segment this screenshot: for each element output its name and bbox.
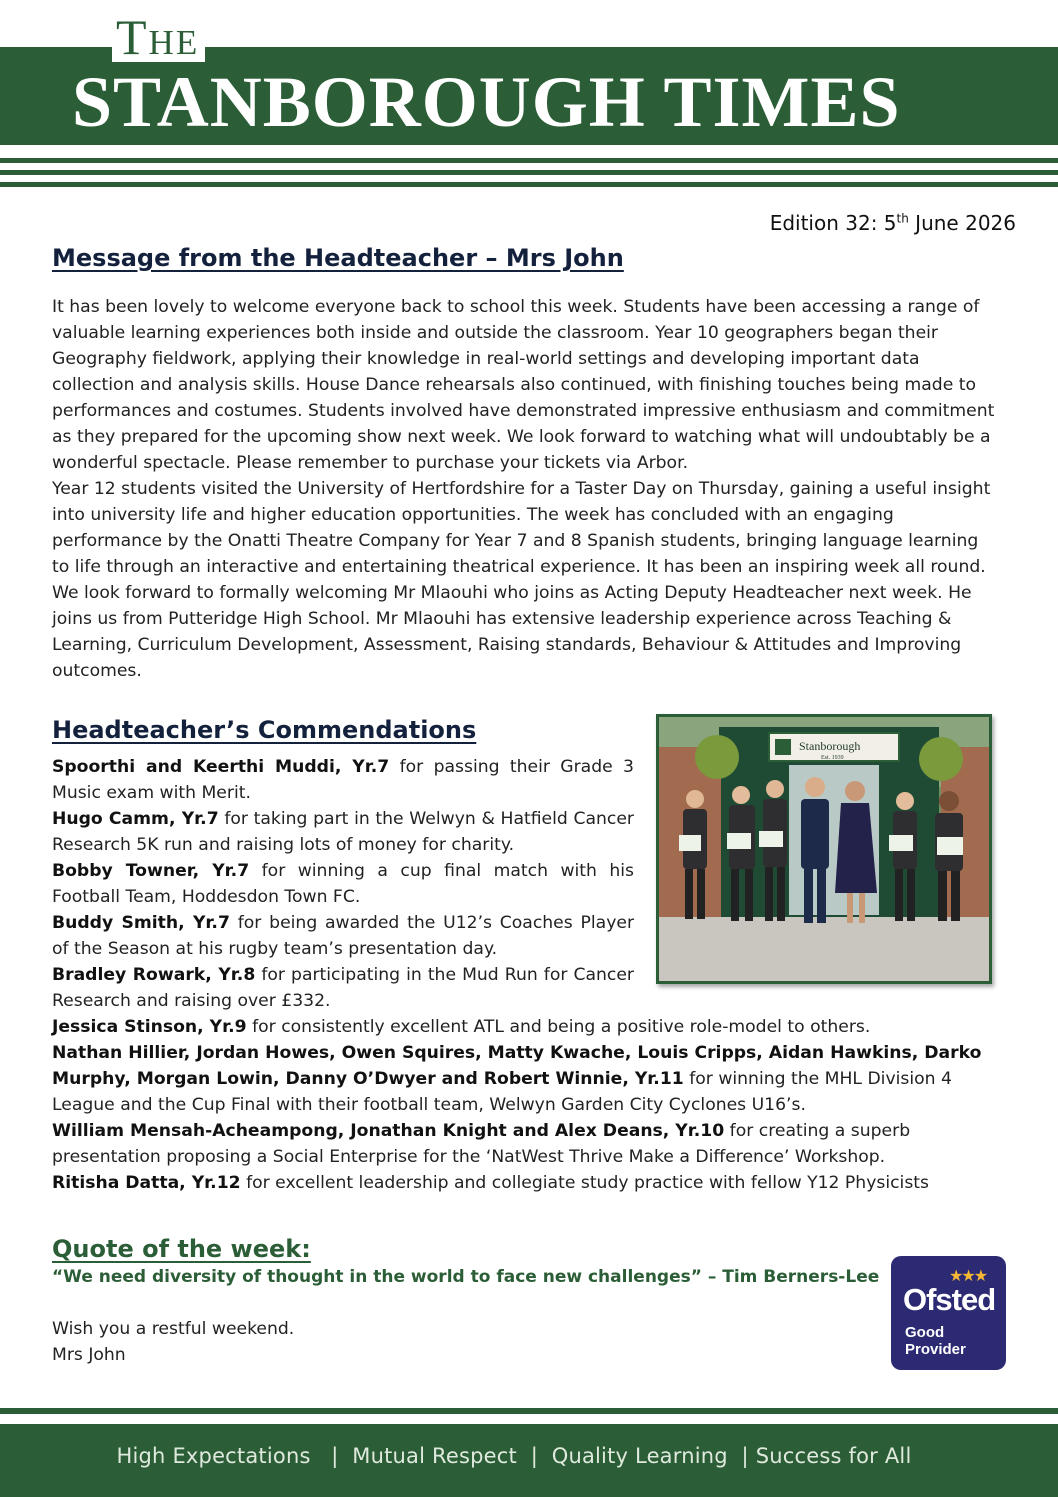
signoff [52,1316,998,1368]
commendation-item [52,858,634,910]
message-paragraph: It has been lovely to welcome everyone back to school this week. Students have been accessing a range of valuable learning experiences both inside and outside the classroom. Year 10 geographers began their Geography fieldwork, applying their knowledge in real-world settings and developing important data collection and analysis skills. House Dance rehearsals also continued, with finishing touches being made to performances and costumes. Students involved have demonstrated impressive enthusiasm and commitment as they prepared for the upcoming show next week. We look forward to watching what will undoubtably be a wonderful spectacle. Please remember to purchase your tickets via Arbor. [52,297,995,473]
masthead-title: STANBOROUGH TIMES [72,62,901,142]
quote-section [52,1234,998,1290]
commendation-reason: for winning the MHL Division 4 League and the Cup Final with their football team, Welwyn Garden City Cyclones U16’s. [52,1069,952,1115]
commendation-name: Bobby Towner, Yr.7 [52,861,250,881]
commendation-item [52,1118,998,1170]
footer-values: High Expectations | Mutual Respect | Quality Learning | Success for All [116,1444,912,1468]
commendation-reason: for creating a superb presentation proposing a Social Enterprise for the ‘NatWest Thrive Make a Difference’ Workshop. [52,1121,911,1167]
commendation-name: Nathan Hillier, Jordan Howes, Owen Squires, Matty Kwache, Louis Cripps, Aidan Hawkins, Darko Murphy, Morgan Lowin, Danny O’Dwyer and Robert Winnie, Yr.11 [52,1043,982,1089]
commendation-name: Jessica Stinson, Yr.9 [52,1017,247,1037]
commendations-heading: Headteacher’s Commendations [52,716,477,744]
commendations-section [52,714,998,1196]
edition-date: Edition 32: 5th June 2026 [769,211,1016,235]
quote-heading: Quote of the week: [52,1235,311,1263]
message-paragraph: Year 12 students visited the University of Hertfordshire for a Taster Day on Thursday, gaining a useful insight into university life and higher education opportunities. The week has concluded with an engaging performance by the Onatti Theatre Company for Year 7 and 8 Spanish students, bringing language learning to life through an interactive and entertaining theatrical experience. It has been an inspiring week all round. [52,479,991,577]
masthead-rule [0,182,1058,187]
commendation-reason: for passing their Grade 3 Music exam with Merit. [52,757,634,803]
photo-sign-subtext: Est. 1939 [821,755,844,761]
ofsted-badge [891,1256,1006,1370]
masthead-rule [0,170,1058,175]
commendation-item [52,910,634,962]
ofsted-stars-icon: ★★★ [949,1266,987,1285]
signoff-signature: Mrs John [52,1345,126,1365]
ofsted-wordmark: Ofsted [903,1282,996,1317]
message-body [52,294,998,684]
commendation-item [52,1040,998,1118]
students-photo-illustration [659,717,989,981]
masthead [0,0,1058,200]
commendation-item [52,1014,998,1040]
message-paragraph: We look forward to formally welcoming Mr Mlaouhi who joins as Acting Deputy Headteacher next week. He joins us from Putteridge High School. Mr Mlaouhi has extensive leadership experience across Teaching & Learning, Curriculum Development, Assessment, Raising standards, Behaviour & Attitudes and Improving outcomes. [52,583,972,681]
commendation-reason: for participating in the Mud Run for Cancer Research and raising over £332. [52,965,634,1011]
ofsted-rating: Good Provider [905,1324,966,1358]
signoff-message: Wish you a restful weekend. [52,1319,295,1339]
commendation-item [52,962,634,1014]
commendation-name: Bradley Rowark, Yr.8 [52,965,256,985]
newsletter-content [52,242,998,1368]
commendation-reason: for excellent leadership and collegiate study practice with fellow Y12 Physicists [240,1173,929,1193]
message-heading: Message from the Headteacher – Mrs John [52,244,624,272]
commendation-item [52,754,634,806]
masthead-the: The [112,12,205,62]
commendation-reason: for winning a cup final match with his Football Team, Hoddesdon Town FC. [52,861,635,907]
commendation-name: Hugo Camm, Yr.7 [52,809,219,829]
commendation-name: Spoorthi and Keerthi Muddi, Yr.7 [52,757,390,777]
commendation-item [52,1170,998,1196]
quote-text: “We need diversity of thought in the world to face new challenges” – Tim Berners-Lee [52,1267,880,1287]
commendation-reason: for being awarded the U12’s Coaches Player of the Season at his rugby team’s presentation day. [52,913,635,959]
commendation-reason: for consistently excellent ATL and being a positive role-model to others. [246,1017,871,1037]
commendation-name: William Mensah-Acheampong, Jonathan Knight and Alex Deans, Yr.10 [52,1121,725,1141]
headteacher-message [52,242,998,684]
footer-rule [0,1408,1058,1414]
students-photo [656,714,992,984]
commendation-name: Ritisha Datta, Yr.12 [52,1173,241,1193]
photo-sign-text: Stanborough [799,739,861,753]
commendation-name: Buddy Smith, Yr.7 [52,913,230,933]
commendation-reason: for taking part in the Welwyn & Hatfield Cancer Research 5K run and raising lots of money for charity. [52,809,635,855]
commendation-item [52,806,634,858]
masthead-rule [0,158,1058,163]
